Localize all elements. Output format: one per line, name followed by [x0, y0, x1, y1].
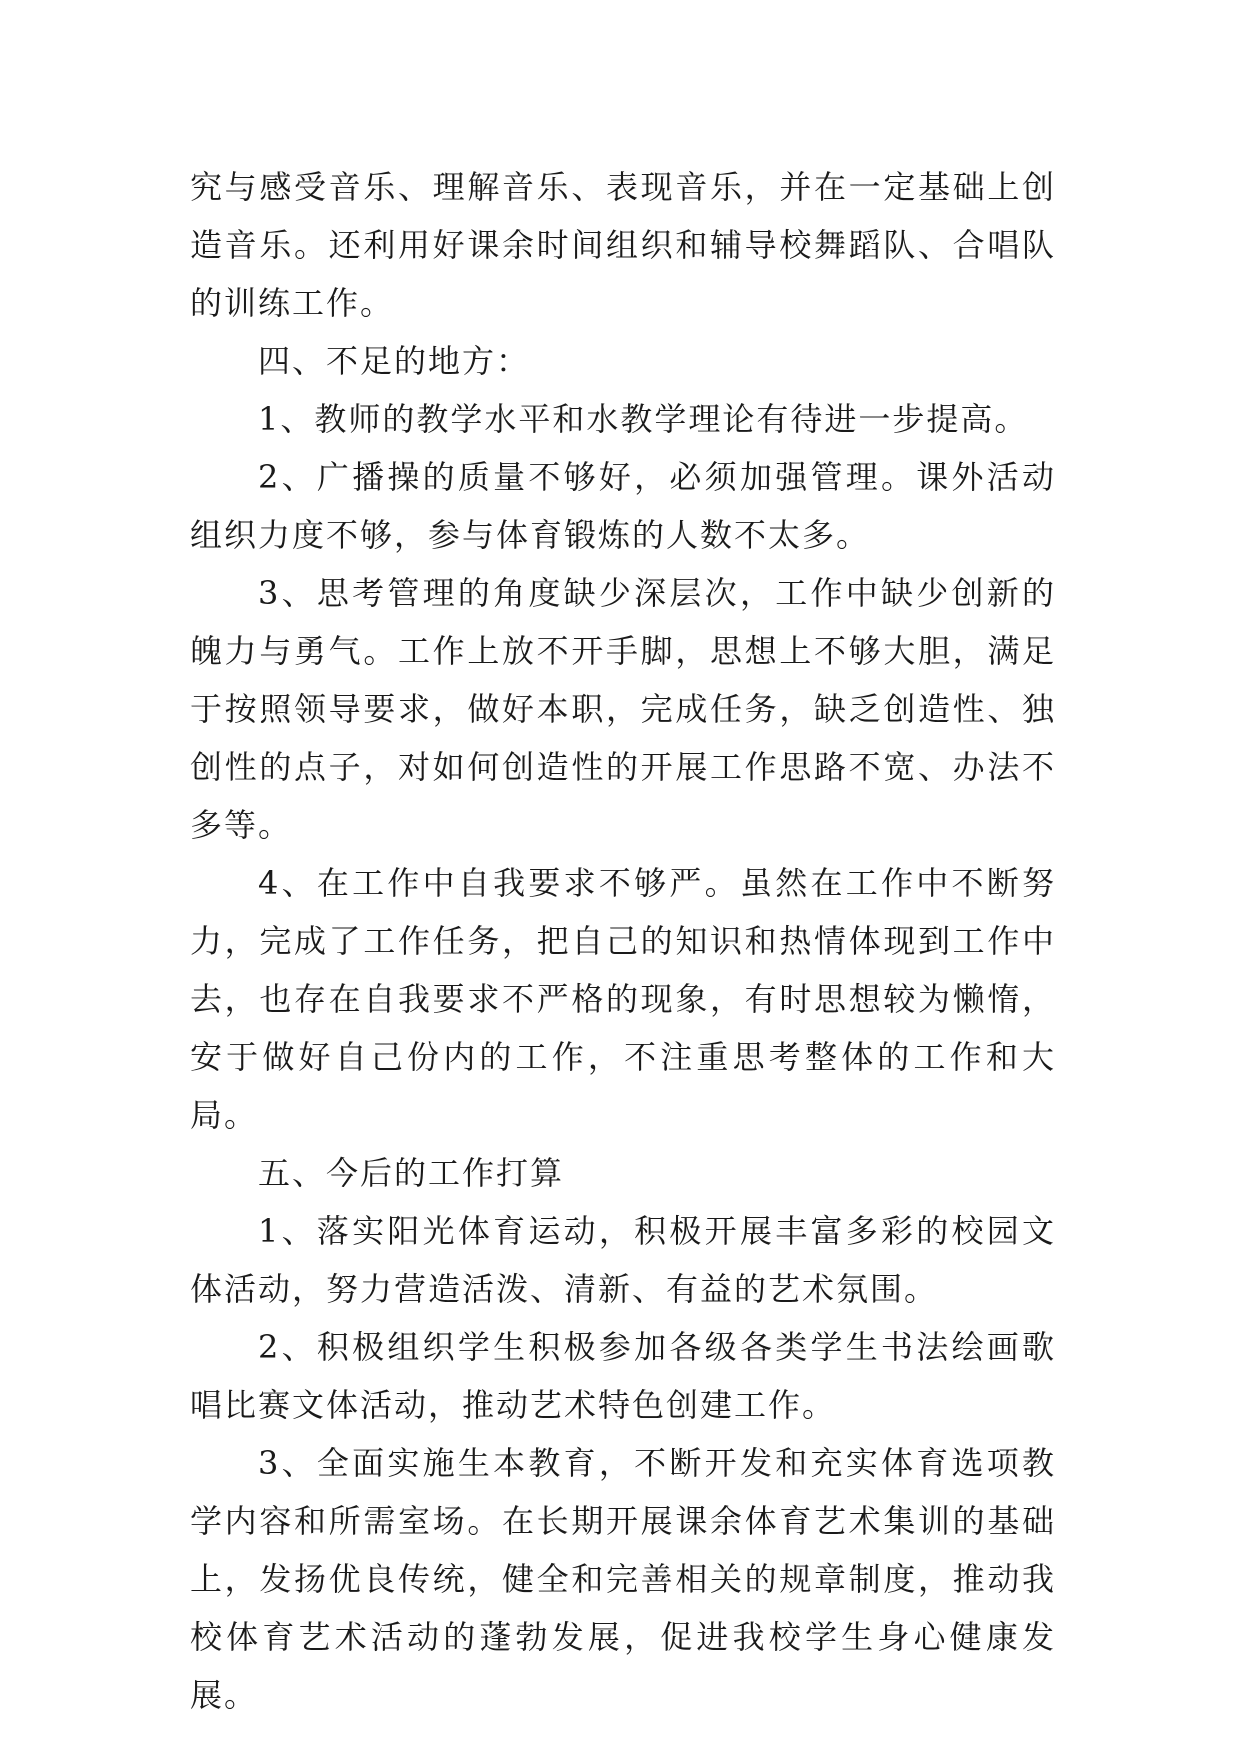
- shortcoming-item-3: 3、思考管理的角度缺少深层次，工作中缺少创新的魄力与勇气。工作上放不开手脚，思想上不够大胆，满足于按照领导要求，做好本职，完成任务，缺乏创造性、独创性的点子，对如何创造性的开展工作思路不宽、办法不多等。: [190, 574, 1056, 844]
- shortcoming-item-2: 2、广播操的质量不够好，必须加强管理。课外活动组织力度不够，参与体育锻炼的人数不太多。: [190, 458, 1056, 554]
- heading-future-plans: 五、今后的工作打算: [258, 1154, 565, 1192]
- plan-item-1: 1、落实阳光体育运动，积极开展丰富多彩的校园文体活动，努力营造活泼、清新、有益的艺术氛围。: [190, 1212, 1056, 1308]
- shortcoming-item-4: 4、在工作中自我要求不够严。虽然在工作中不断努力，完成了工作任务，把自己的知识和热情体现到工作中去，也存在自我要求不严格的现象，有时思想较为懒惰，安于做好自己份内的工作，不注重思考整体的工作和大局。: [190, 864, 1056, 1134]
- plan-item-3: 3、全面实施生本教育，不断开发和充实体育选项教学内容和所需室场。在长期开展课余体育艺术集训的基础上，发扬优良传统，健全和完善相关的规章制度，推动我校体育艺术活动的蓬勃发展，促进我校学生身心健康发展。: [190, 1444, 1056, 1714]
- shortcoming-item-1: 1、教师的教学水平和水教学理论有待进一步提高。: [258, 400, 1029, 438]
- paragraph-continued-music: 究与感受音乐、理解音乐、表现音乐，并在一定基础上创造音乐。还利用好课余时间组织和辅导校舞蹈队、合唱队的训练工作。: [190, 168, 1056, 322]
- heading-shortcomings: 四、不足的地方：: [258, 342, 531, 380]
- plan-item-2: 2、积极组织学生积极参加各级各类学生书法绘画歌唱比赛文体活动，推动艺术特色创建工作。: [190, 1328, 1056, 1424]
- document-body: [190, 158, 1056, 1724]
